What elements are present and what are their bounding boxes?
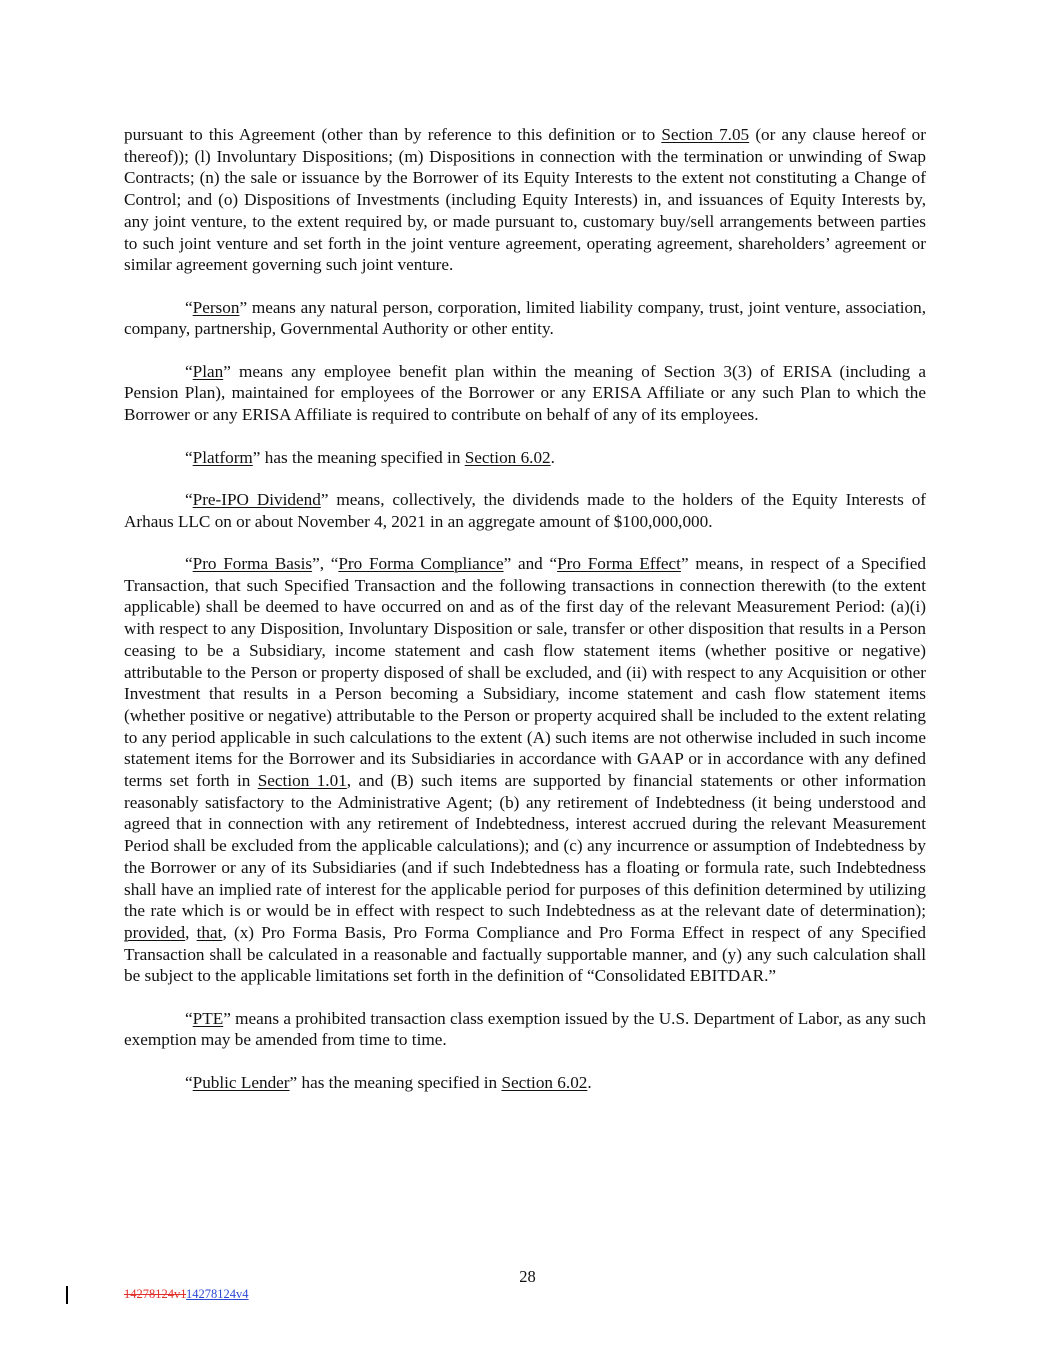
definition-pro-forma bbox=[124, 553, 926, 987]
quote: ” bbox=[223, 1008, 231, 1028]
quote: ” bbox=[320, 489, 329, 509]
section-reference: Section 6.02 bbox=[464, 447, 551, 467]
definition-public-lender bbox=[124, 1072, 926, 1094]
definition-pre-ipo-dividend bbox=[124, 489, 926, 532]
quote: ” bbox=[680, 553, 689, 573]
quote: “ bbox=[185, 297, 193, 317]
defined-term: Pro Forma Basis bbox=[192, 553, 313, 573]
definition-text: means, in respect of a Specified Transaction, that such Specified Transaction and the following transactions in connection therewith (to the extent applicable) shall be deemed to have occurred on and as of the first day of the relevant Measurement Period: (a)(i) with respect to any Disposition, Involuntary Disposition or sale, transfer or other disposition that results in a Person ceasing to be a Subsidiary, income statement and cash flow statement items (whether positive or negative) attributable to the Person or property disposed of shall be excluded, and (ii) with respect to any Acquisition or other Investment that results in a Person becoming a Subsidiary, income statement and cash flow statement items (whether positive or negative) attributable to the Person or property acquired shall be included to the extent relating to any period applicable in such calculations to the extent (A) such items are not otherwise included in such income statement items for the Borrower and its Subsidiaries in accordance with GAAP or in accordance with any defined terms set forth in bbox=[124, 553, 926, 791]
definition-text: means any employee benefit plan within the meaning of Section 3(3) of ERISA (including a Pension Plan), maintained for employees of the Borrower or any ERISA Affiliate or any such Plan to which the Borrower or any ERISA Affiliate is required to contribute on behalf of any of its employees. bbox=[124, 361, 926, 425]
quote: “ bbox=[185, 553, 193, 573]
text: . bbox=[550, 447, 555, 467]
defined-term: PTE bbox=[192, 1008, 224, 1028]
definition-text: means a prohibited transaction class exemption issued by the U.S. Department of Labor, as any such exemption may be amended from time to time. bbox=[124, 1008, 926, 1050]
defined-term: Pro Forma Compliance bbox=[338, 553, 504, 573]
definition-text: has the meaning specified in bbox=[297, 1072, 502, 1092]
defined-term: Plan bbox=[192, 361, 224, 381]
text: (or any clause hereof or thereof)); (l) Involuntary Dispositions; (m) Dispositions in connection with the termination or unwinding of Swap Contracts; (n) the sale or issuance by the Borrower of its Equity Interests to the extent not constituting a Change of Control; and (o) Dispositions of Investments (including Equity Interests) in, and issuances of Equity Interests by, any joint venture, to the extent required by, or made pursuant to, customary buy/sell arrangements between parties to such joint venture and set forth in the joint venture agreement, operating agreement, shareholders’ agreement or similar agreement governing such joint venture. bbox=[124, 125, 926, 275]
quote: ” bbox=[252, 447, 261, 467]
quote: “ bbox=[185, 489, 193, 509]
definition-text: , (x) Pro Forma Basis, Pro Forma Compliance and Pro Forma Effect in respect of any Specified Transaction shall be calculated in a reasonable and factually supportable manner, and (y) any such calculation shall be subject to the applicable limitations set forth in the definition of “Consolidated EBITDAR.” bbox=[124, 922, 927, 986]
section-reference: Section 1.01 bbox=[257, 771, 347, 791]
definition-text: means any natural person, corporation, limited liability company, trust, joint venture, association, company, partnership, Governmental Authority or other entity. bbox=[124, 297, 926, 339]
definition-pte bbox=[124, 1008, 926, 1051]
definition-person bbox=[124, 297, 926, 340]
section-reference: Section 6.02 bbox=[501, 1072, 588, 1092]
defined-term: Pre-IPO Dividend bbox=[192, 489, 321, 509]
page-number: 28 bbox=[519, 1267, 536, 1286]
definition-text: , and (B) such items are supported by financial statements or other information reasonably satisfactory to the Administrative Agent; (b) any retirement of Indebtedness (it being understood and agreed that in connection with any retirement of Indebtedness, interest accrued during the relevant Measurement Period shall be excluded from the applicable calculations); and (c) any incurrence or assumption of Indebtedness by the Borrower or any of its Subsidiaries (and if such Indebtedness has a floating or formula rate, such Indebtedness shall have an implied rate of interest for the applicable period for purposes of this definition determined by utilizing the rate which is or would be in effect with respect to such Indebtedness as at the relevant date of determination); bbox=[124, 771, 926, 921]
defined-term: Pro Forma Effect bbox=[557, 553, 681, 573]
definition-platform bbox=[124, 447, 926, 469]
text: . bbox=[587, 1072, 592, 1092]
proviso-provided: provided bbox=[124, 922, 186, 942]
defined-term: Public Lender bbox=[192, 1072, 290, 1092]
proviso-that: that bbox=[196, 922, 223, 942]
separator: ” and “ bbox=[503, 553, 558, 573]
text: , bbox=[185, 922, 197, 942]
separator: ”, “ bbox=[312, 553, 339, 573]
document-page bbox=[124, 124, 926, 1114]
paragraph-dispositions-continued bbox=[124, 124, 926, 276]
defined-term: Platform bbox=[192, 447, 253, 467]
quote: ” bbox=[289, 1072, 298, 1092]
quote: “ bbox=[185, 447, 193, 467]
defined-term: Person bbox=[192, 297, 240, 317]
inserted-doc-id: 14278124v4 bbox=[186, 1287, 249, 1301]
definition-text: means, collectively, the dividends made to the holders of the Equity Interests of Arhaus LLC on or about November 4, 2021 in an aggregate amount of $100,000,000. bbox=[124, 489, 927, 531]
quote: ” bbox=[239, 297, 248, 317]
deleted-doc-id: 14278124v1 bbox=[124, 1287, 187, 1301]
quote: “ bbox=[185, 1008, 193, 1028]
document-id-footer bbox=[124, 1287, 249, 1302]
quote: ” bbox=[223, 361, 231, 381]
section-reference: Section 7.05 bbox=[661, 125, 750, 144]
text: pursuant to this Agreement (other than by reference to this definition or to bbox=[124, 125, 662, 144]
quote: “ bbox=[185, 361, 193, 381]
change-bar bbox=[66, 1286, 68, 1304]
quote: “ bbox=[185, 1072, 193, 1092]
definition-plan bbox=[124, 361, 926, 426]
definition-text: has the meaning specified in bbox=[260, 447, 465, 467]
